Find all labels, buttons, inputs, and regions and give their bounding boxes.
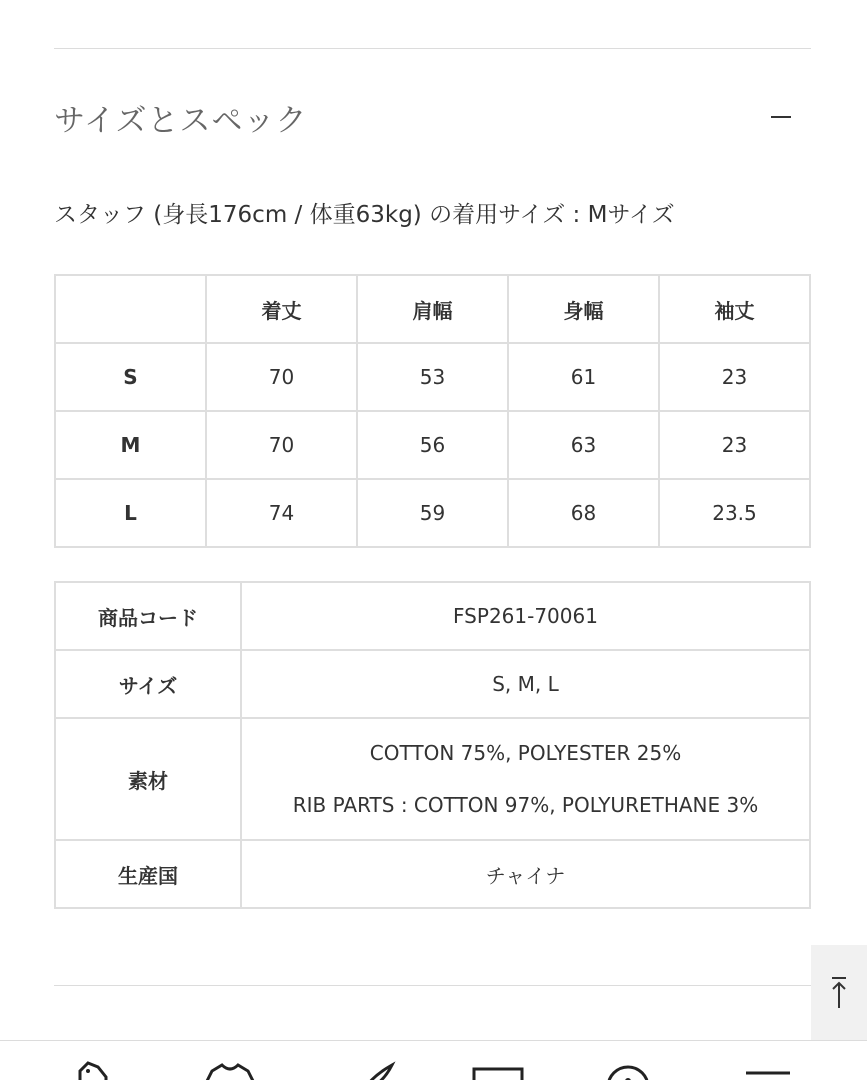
size-cell: 53 bbox=[357, 343, 508, 411]
user-circle-icon bbox=[598, 1059, 658, 1080]
spec-row-material bbox=[55, 718, 810, 840]
nav-item-tops[interactable] bbox=[200, 1059, 260, 1080]
box-icon bbox=[468, 1059, 528, 1080]
nav-item-tag[interactable] bbox=[64, 1059, 124, 1080]
size-label: L bbox=[55, 479, 206, 547]
size-row-s bbox=[55, 343, 810, 411]
size-cell: 70 bbox=[206, 343, 357, 411]
back-to-top-button[interactable] bbox=[811, 945, 867, 1041]
size-table bbox=[54, 274, 811, 548]
header-sleeve: 袖丈 bbox=[659, 275, 810, 343]
size-label: S bbox=[55, 343, 206, 411]
staff-wearing-size-note: スタッフ (身長176cm / 体重63kg) の着用サイズ : Mサイズ bbox=[54, 202, 675, 228]
size-cell: 23.5 bbox=[659, 479, 810, 547]
size-cell: 56 bbox=[357, 411, 508, 479]
spec-value-code: FSP261-70061 bbox=[241, 582, 810, 650]
size-cell: 74 bbox=[206, 479, 357, 547]
size-cell: 61 bbox=[508, 343, 659, 411]
spec-value-material bbox=[241, 718, 810, 840]
spec-label-material: 素材 bbox=[55, 718, 241, 840]
size-cell: 59 bbox=[357, 479, 508, 547]
spec-row-size bbox=[55, 650, 810, 718]
tshirt-icon bbox=[200, 1059, 260, 1080]
spec-label-origin: 生産国 bbox=[55, 840, 241, 908]
size-cell: 23 bbox=[659, 411, 810, 479]
size-table-header-row bbox=[55, 275, 810, 343]
arrow-up-icon bbox=[830, 976, 848, 1010]
size-cell: 68 bbox=[508, 479, 659, 547]
nav-item-account[interactable] bbox=[598, 1059, 658, 1080]
section-header[interactable] bbox=[54, 92, 811, 142]
size-label: M bbox=[55, 411, 206, 479]
nav-item-feather[interactable] bbox=[346, 1059, 406, 1080]
collapse-button[interactable] bbox=[771, 97, 811, 137]
size-cell: 70 bbox=[206, 411, 357, 479]
header-chest: 身幅 bbox=[508, 275, 659, 343]
bottom-divider bbox=[54, 985, 811, 986]
spec-row-code bbox=[55, 582, 810, 650]
spec-value-size: S, M, L bbox=[241, 650, 810, 718]
spec-value-origin: チャイナ bbox=[241, 840, 810, 908]
top-divider bbox=[54, 48, 811, 49]
spec-label-code: 商品コード bbox=[55, 582, 241, 650]
header-length: 着丈 bbox=[206, 275, 357, 343]
size-row-l bbox=[55, 479, 810, 547]
header-shoulder: 肩幅 bbox=[357, 275, 508, 343]
feather-icon bbox=[354, 1059, 398, 1080]
section-title: サイズとスペック bbox=[54, 102, 308, 139]
spec-table bbox=[54, 581, 811, 909]
size-row-m bbox=[55, 411, 810, 479]
tag-icon bbox=[72, 1059, 116, 1080]
spec-label-size: サイズ bbox=[55, 650, 241, 718]
material-line-rib: RIB PARTS : COTTON 97%, POLYURETHANE 3% bbox=[292, 793, 759, 817]
material-line-main: COTTON 75%, POLYESTER 25% bbox=[369, 741, 682, 765]
nav-item-box[interactable] bbox=[468, 1059, 528, 1080]
minus-icon bbox=[771, 116, 791, 118]
size-cell: 23 bbox=[659, 343, 810, 411]
nav-item-menu[interactable] bbox=[738, 1059, 798, 1080]
spec-row-origin bbox=[55, 840, 810, 908]
size-cell: 63 bbox=[508, 411, 659, 479]
size-table-header-empty bbox=[55, 275, 206, 343]
bottom-navigation bbox=[0, 1040, 867, 1080]
menu-icon bbox=[738, 1059, 798, 1080]
